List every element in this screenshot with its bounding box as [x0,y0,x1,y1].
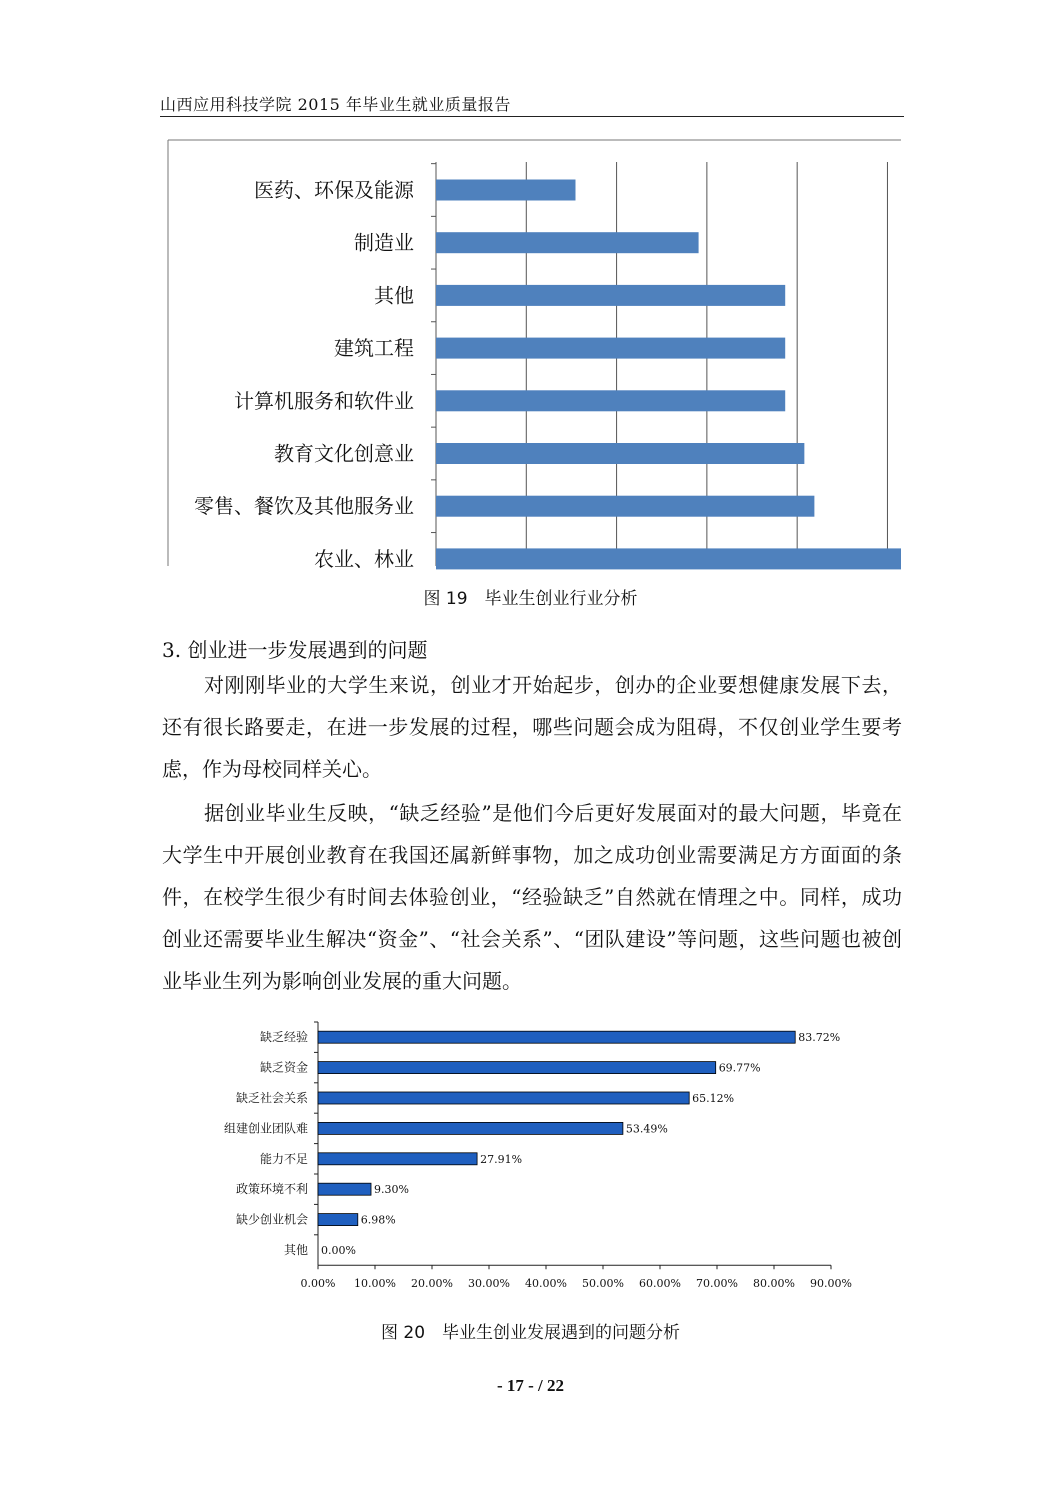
report-header-title: 山西应用科技学院 2015 年毕业生就业质量报告 [160,95,511,114]
category-label: 零售、餐饮及其他服务业 [194,494,414,519]
bar [318,1092,689,1104]
bar [318,1062,716,1074]
bar [436,443,804,464]
bar [318,1214,358,1226]
x-tick-label: 0.00% [300,1277,336,1291]
bar [318,1153,477,1165]
x-tick-label: 60.00% [639,1277,681,1291]
category-label: 缺乏经验 [259,1030,308,1045]
header-rule [160,116,904,117]
bar [436,180,576,201]
category-label: 其他 [283,1243,308,1257]
bar [436,338,785,359]
page-number: - 17 - / 22 [496,1376,565,1395]
x-tick-label: 40.00% [525,1277,567,1291]
category-label: 建筑工程 [334,336,414,361]
data-label: 83.72% [798,1031,841,1045]
bar [318,1183,371,1195]
data-label: 65.12% [692,1092,735,1105]
data-label: 9.30% [374,1183,409,1197]
x-tick-label: 80.00% [753,1277,795,1291]
x-tick-label: 20.00% [411,1277,453,1291]
bar [436,496,814,517]
category-label: 农业、林业 [314,546,414,571]
x-tick-label: 30.00% [468,1277,510,1291]
category-label: 缺乏资金 [259,1060,308,1075]
paragraph-1: 对刚刚毕业的大学生来说，创业才开始起步，创办的企业要想健康发展下去，还有很长路要走，在进一步发展的过程，哪些问题会成为阻碍，不仅创业学生要考虑，作为母校同样关心。 [162,673,902,781]
data-label: 69.77% [718,1061,761,1075]
x-tick-label: 70.00% [696,1277,738,1291]
x-tick-label: 90.00% [810,1277,852,1291]
category-label: 计算机服务和软件业 [234,388,414,413]
industry-bar-chart [160,138,905,574]
category-label: 医药、环保及能源 [254,178,414,202]
bar [436,285,785,306]
paragraph-2: 据创业毕业生反映，“缺乏经验”是他们今后更好发展面对的最大问题，毕竟在大学生中开展创业教育在我国还属新鲜事物，加之成功创业需要满足方方面面的条件，在校学生很少有时间去体验创业，“经验缺乏”自然就在情理之中。同样，成功创业还需要毕业生解决“资金”、“社会关系”、“团队建设”等问题，这些问题也被创业毕业生列为影响创业发展的重大问题。 [162,801,902,993]
data-label: 27.91% [480,1152,523,1166]
bar [436,548,901,569]
problems-bar-chart [190,1016,880,1296]
category-label: 组建创业团队难 [223,1121,308,1136]
bar [436,232,699,253]
category-label: 能力不足 [259,1151,308,1166]
category-label: 缺少创业机会 [235,1212,308,1227]
section-title: 3. 创业进一步发展遇到的问题 [162,638,428,662]
x-tick-label: 10.00% [354,1277,396,1291]
category-label: 教育文化创意业 [274,441,414,466]
bar [318,1122,623,1134]
bar [436,390,785,411]
category-label: 制造业 [354,230,414,255]
category-label: 缺乏社会关系 [235,1091,308,1105]
data-label: 0.00% [321,1244,356,1257]
figure-19-caption: 图 19 毕业生创业行业分析 [423,589,638,609]
data-label: 6.98% [360,1213,396,1227]
x-tick-label: 50.00% [582,1277,624,1291]
category-label: 其他 [374,283,414,308]
figure-20-caption: 图 20 毕业生创业发展遇到的问题分析 [380,1323,681,1343]
bar [318,1031,795,1043]
category-label: 政策环境不利 [235,1182,308,1197]
data-label: 53.49% [625,1122,668,1136]
